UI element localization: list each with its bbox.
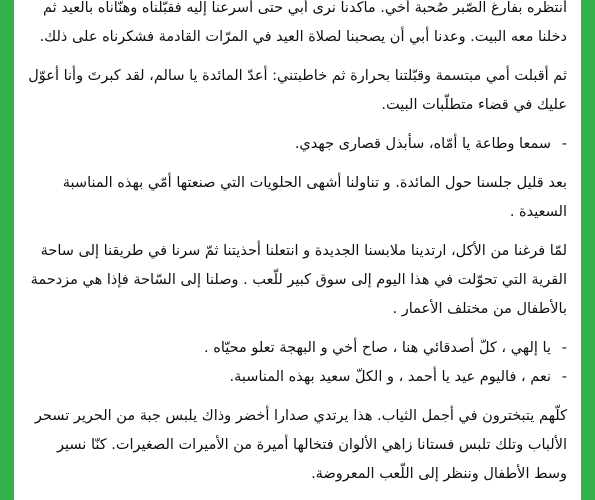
dialogue-line-brother xyxy=(28,334,567,363)
green-border-left xyxy=(0,0,14,500)
paragraph-mother-speaks: ثم أقبلت أمي مبتسمة وقبّلتنا بحرارة ثم خاطبتني: أعدّ المائدة يا سالم، لقد كبرتَ وأنا أعوّل عليك في قضاء متطلّبات البيت. xyxy=(28,68,567,113)
dialogue-dash: - xyxy=(561,340,567,356)
dialogue-dash: - xyxy=(561,369,567,385)
green-border-right xyxy=(581,0,595,500)
paragraph-table: بعد قليل جلسنا حول المائدة. و تناولنا أشهى الحلويات التي صنعتها أمّي بهذه المناسبة السعيدة . xyxy=(62,175,567,220)
story-text xyxy=(28,0,567,489)
paragraph-village-square: لمّا فرغنا من الأكل، ارتدينا ملابسنا الجديدة و انتعلنا أحذيتنا ثمّ سرنا في طريقنا إلى ساحة القرية التي تحوّلت في هذا اليوم إلى سوق كبير للّعب . وصلنا إلى السّاحة فإذا هي مزدحمة بالأطفال من مختلف الأعمار . xyxy=(30,243,567,317)
dialogue-text: نعم ، فاليوم عيد يا أحمد ، و الكلّ سعيد بهذه المناسبة. xyxy=(229,369,551,385)
dialogue-text: يا إلهي ، كلّ أصدقائي هنا ، صاح أخي و البهجة تعلو محيّاه . xyxy=(204,340,551,356)
dialogue-dash: - xyxy=(561,136,567,152)
paragraph-father-return: أنتظره بفارغ الصّبر صُحبة أخي. ماكدنا نرى أبي حتى أسرعنا إليه فقبّلناه وهنّأناه بالعيد ثم دخلنا معه البيت. وعدنا أبي أن يصحبنا لصلاة العيد في المرّات القادمة فشكرناه على ذلك. xyxy=(39,0,567,45)
dialogue-text: سمعا وطاعة يا أمّاه، سأبذل قصارى جهدي. xyxy=(294,136,551,152)
dialogue-line-ahmed xyxy=(28,363,567,392)
dialogue-line-salem-reply xyxy=(28,130,567,159)
paragraph-children-clothes: كلّهم يتبخترون في أجمل الثياب. هذا يرتدي صدارا أخضر وذاك يلبس جبة من الحرير تسحر الألباب وتلك تلبس فستانا زاهي الألوان فتخالها أميرة من الأميرات الصغيرات. كنّا نسير وسط الأطفال وننظر إلى اللّعب المعروضة. xyxy=(34,408,567,482)
